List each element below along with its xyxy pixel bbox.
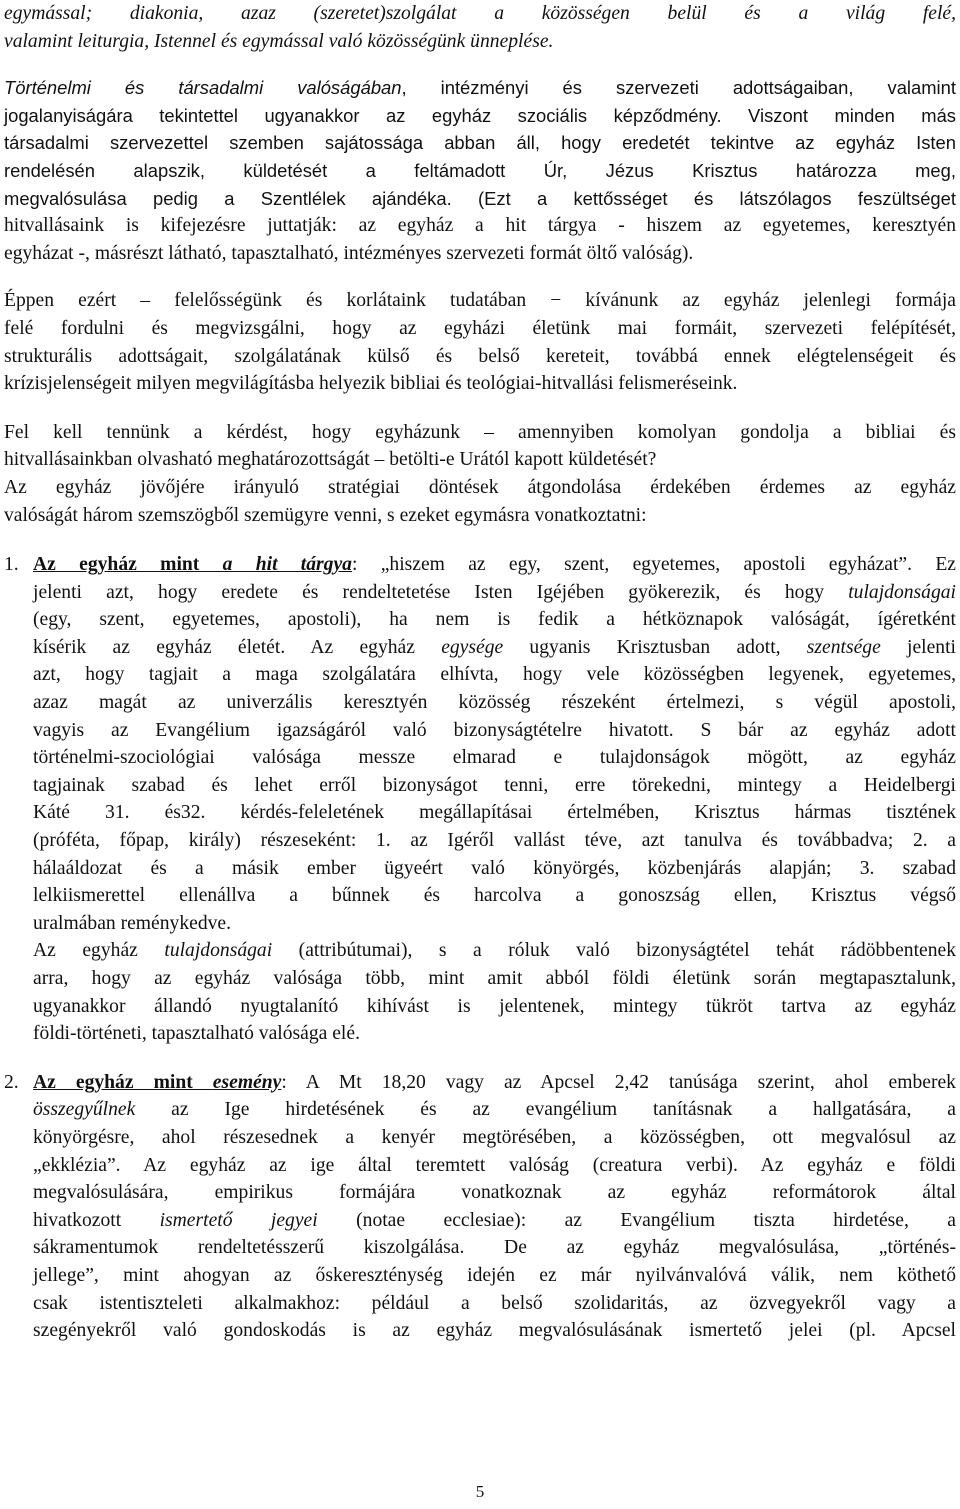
text-line: (próféta, főpap, király) részeseként: 1. az Igéről vallást téve, azt tanulva és továbbadva; 2. a [33,830,956,852]
text-line: felé fordulni és megvizsgálni, hogy az egyházi életünk mai formáit, szervezeti felépítését, [4,317,956,339]
item-heading: Az egyház mint esemény [33,1071,282,1093]
text-line: Történelmi és társadalmi valóságában, intézményi és szervezeti adottságaiban, valamint [4,77,956,99]
paragraph-question [4,419,956,529]
text-line: csak istentiszteleti alkalmakhoz: például a belső szolidaritás, az özvegyekről vagy a [33,1292,956,1314]
text-line: vagyis az Evangélium igazságáról való bizonyságtételre hivatott. S bár az egyház adott [33,719,956,741]
paragraph-therefore [4,287,956,397]
text-line: valóságát három szemszögből szemügyre venni, s ezeket egymásra vonatkoztatni: [4,504,647,526]
text-line: krízisjelenségeit milyen megvilágításba helyezik bibliai és teológiai-hitvallási felismeréseink. [4,373,738,395]
list-item-2 [4,1069,956,1345]
paragraph-historical-reality [4,74,956,267]
text-line: Káté 31. és32. kérdés-feleletének megállapításai értelmében, Krisztus hármas tisztének [33,802,956,824]
text-line: sákramentumok rendeltetésszerű kiszolgálása. De az egyház megvalósulása, „történés- [33,1237,956,1259]
text-line: szegényekről való gondoskodás is az egyház megvalósulásának ismertető jelei (pl. Apcsel [33,1320,956,1342]
text-line: 2. Az egyház mint esemény: A Mt 18,20 vagy az Apcsel 2,42 tanúsága szerint, ahol emberek [33,1069,956,1097]
list-item-1 [4,551,956,1048]
text-line: arra, hogy az egyház valósága több, mint amit abból földi életünk során megtapasztalunk, [33,968,956,989]
text-line: jogalanyiságára tekintettel ugyanakkor az egyház szociális képződmény. Viszont minden más [4,104,956,126]
text-line: lelkiismerettel ellenállva a bűnnek és harcolva a gonoszság ellen, Krisztus végső [33,885,956,907]
text-line: valamint leiturgia, Istennel és egymással való közösségünk ünneplése. [4,30,554,52]
text-line: hitvallásainkban olvasható meghatározottságát – betölti-e Urától kapott küldetését? [4,449,657,471]
text-line: földi-történeti, tapasztalható valósága elé. [33,1023,360,1045]
text-line: Az egyház tulajdonságai (attribútumai), s a róluk való bizonyságtétel tehát rádöbbentenek [33,940,957,962]
text-line: uralmában reménykedve. [33,912,232,934]
text-line: (egy, szent, egyetemes, apostoli), ha nem is fedik a hétköznapok valóságát, ígéretként [33,609,956,631]
text-line: hitvallásaink is kifejezésre juttatják: az egyház a hit tárgya - hiszem az egyetemes, keresztyén [4,215,956,237]
list-number: 2. [4,1071,19,1093]
text-line: hivatkozott ismertető jegyei (notae ecclesiae): az Evangélium tiszta hirdetése, a [33,1209,956,1231]
text-line: azt, hogy tagjait a maga szolgálatára elhívta, hogy vele közösségben legyenek, egyetemes, [33,664,956,686]
text-line: összegyűlnek az Ige hirdetésének és az evangélium tanításnak a hallgatására, a [33,1099,956,1121]
text-line: azaz magát az univerzális keresztyén közösség részeként értelmezi, s végül apostoli, [33,692,956,714]
list-number: 1. [4,554,19,576]
text-line: Éppen ezért – felelősségünk és korlátaink tudatában − kívánunk az egyház jelenlegi formája [4,290,956,312]
text-line: történelmi-szociológiai valósága messze elmarad e tulajdonságok mögött, az egyház [33,747,956,769]
text-line: jellege”, mint ahogyan az őskereszténység idején ez már nyilvánvalóvá válik, nem köthető [33,1264,956,1286]
item-heading: Az egyház mint a hit tárgya [33,554,352,576]
page-number: 5 [475,1482,485,1501]
text-line: „ekklézia”. Az egyház az ige által teremtett valóság (creatura verbi). Az egyház e földi [33,1154,956,1176]
text-line: strukturális adottságait, szolgálatának külső és belső kereteit, továbbá ennek elégtelenségeit és [4,345,956,367]
document-page [4,0,956,1345]
text-line: társadalmi szervezettel szemben sajátossága abban áll, hogy eredetét tekintve az egyház Isten [4,132,956,154]
text-line: ugyanakkor állandó nyugtalanító kihívást is jelentenek, mintegy tükröt tartva az egyház [33,995,956,1017]
text-line: 1. Az egyház mint a hit tárgya: „hiszem az egy, szent, egyetemes, apostoli egyházat”. Ez [33,551,956,579]
paragraph-intro [4,0,956,55]
text-line: könyörgésre, ahol részesednek a kenyér megtörésében, a közösségben, ott megvalósul az [33,1126,956,1148]
text-line: Fel kell tennünk a kérdést, hogy egyházunk – amennyiben komolyan gondolja a bibliai és [4,421,956,443]
text-line: hálaáldozat és a másik ember ügyeért való könyörgés, közbenjárás alapján; 3. szabad [33,857,956,879]
text-line: kísérik az egyház életét. Az egyház egysége ugyanis Krisztusban adott, szentsége jelenti [33,636,956,658]
text-line: rendelésén alapszik, küldetését a feltámadott Úr, Jézus Krisztus határozza meg, [4,159,956,181]
text-line: jelenti azt, hogy eredete és rendeltetetése Isten Igéjében gyökerezik, és hogy tulajdonságai [33,581,956,603]
text-line: Az egyház jövőjére irányuló stratégiai döntések átgondolása érdekében érdemes az egyház [4,476,956,498]
text-line: egyházat -, másrészt látható, tapasztalható, intézményes szervezeti formát öltő valóság). [4,242,694,264]
text-line: tagjainak szabad és lehet erről bizonyságot tenni, erre törekedni, mintegy a Heidelbergi [33,774,956,796]
text-line: megvalósulása pedig a Szentlélek ajándéka. (Ezt a kettősséget és látszólagos feszültséget [4,187,956,209]
text-line: egymással; diakonia, azaz (szeretet)szolgálat a közösségen belül és a világ felé, [4,3,956,24]
text-line: megvalósulására, empirikus formájára vonatkoznak az egyház reformátorok által [33,1182,956,1204]
